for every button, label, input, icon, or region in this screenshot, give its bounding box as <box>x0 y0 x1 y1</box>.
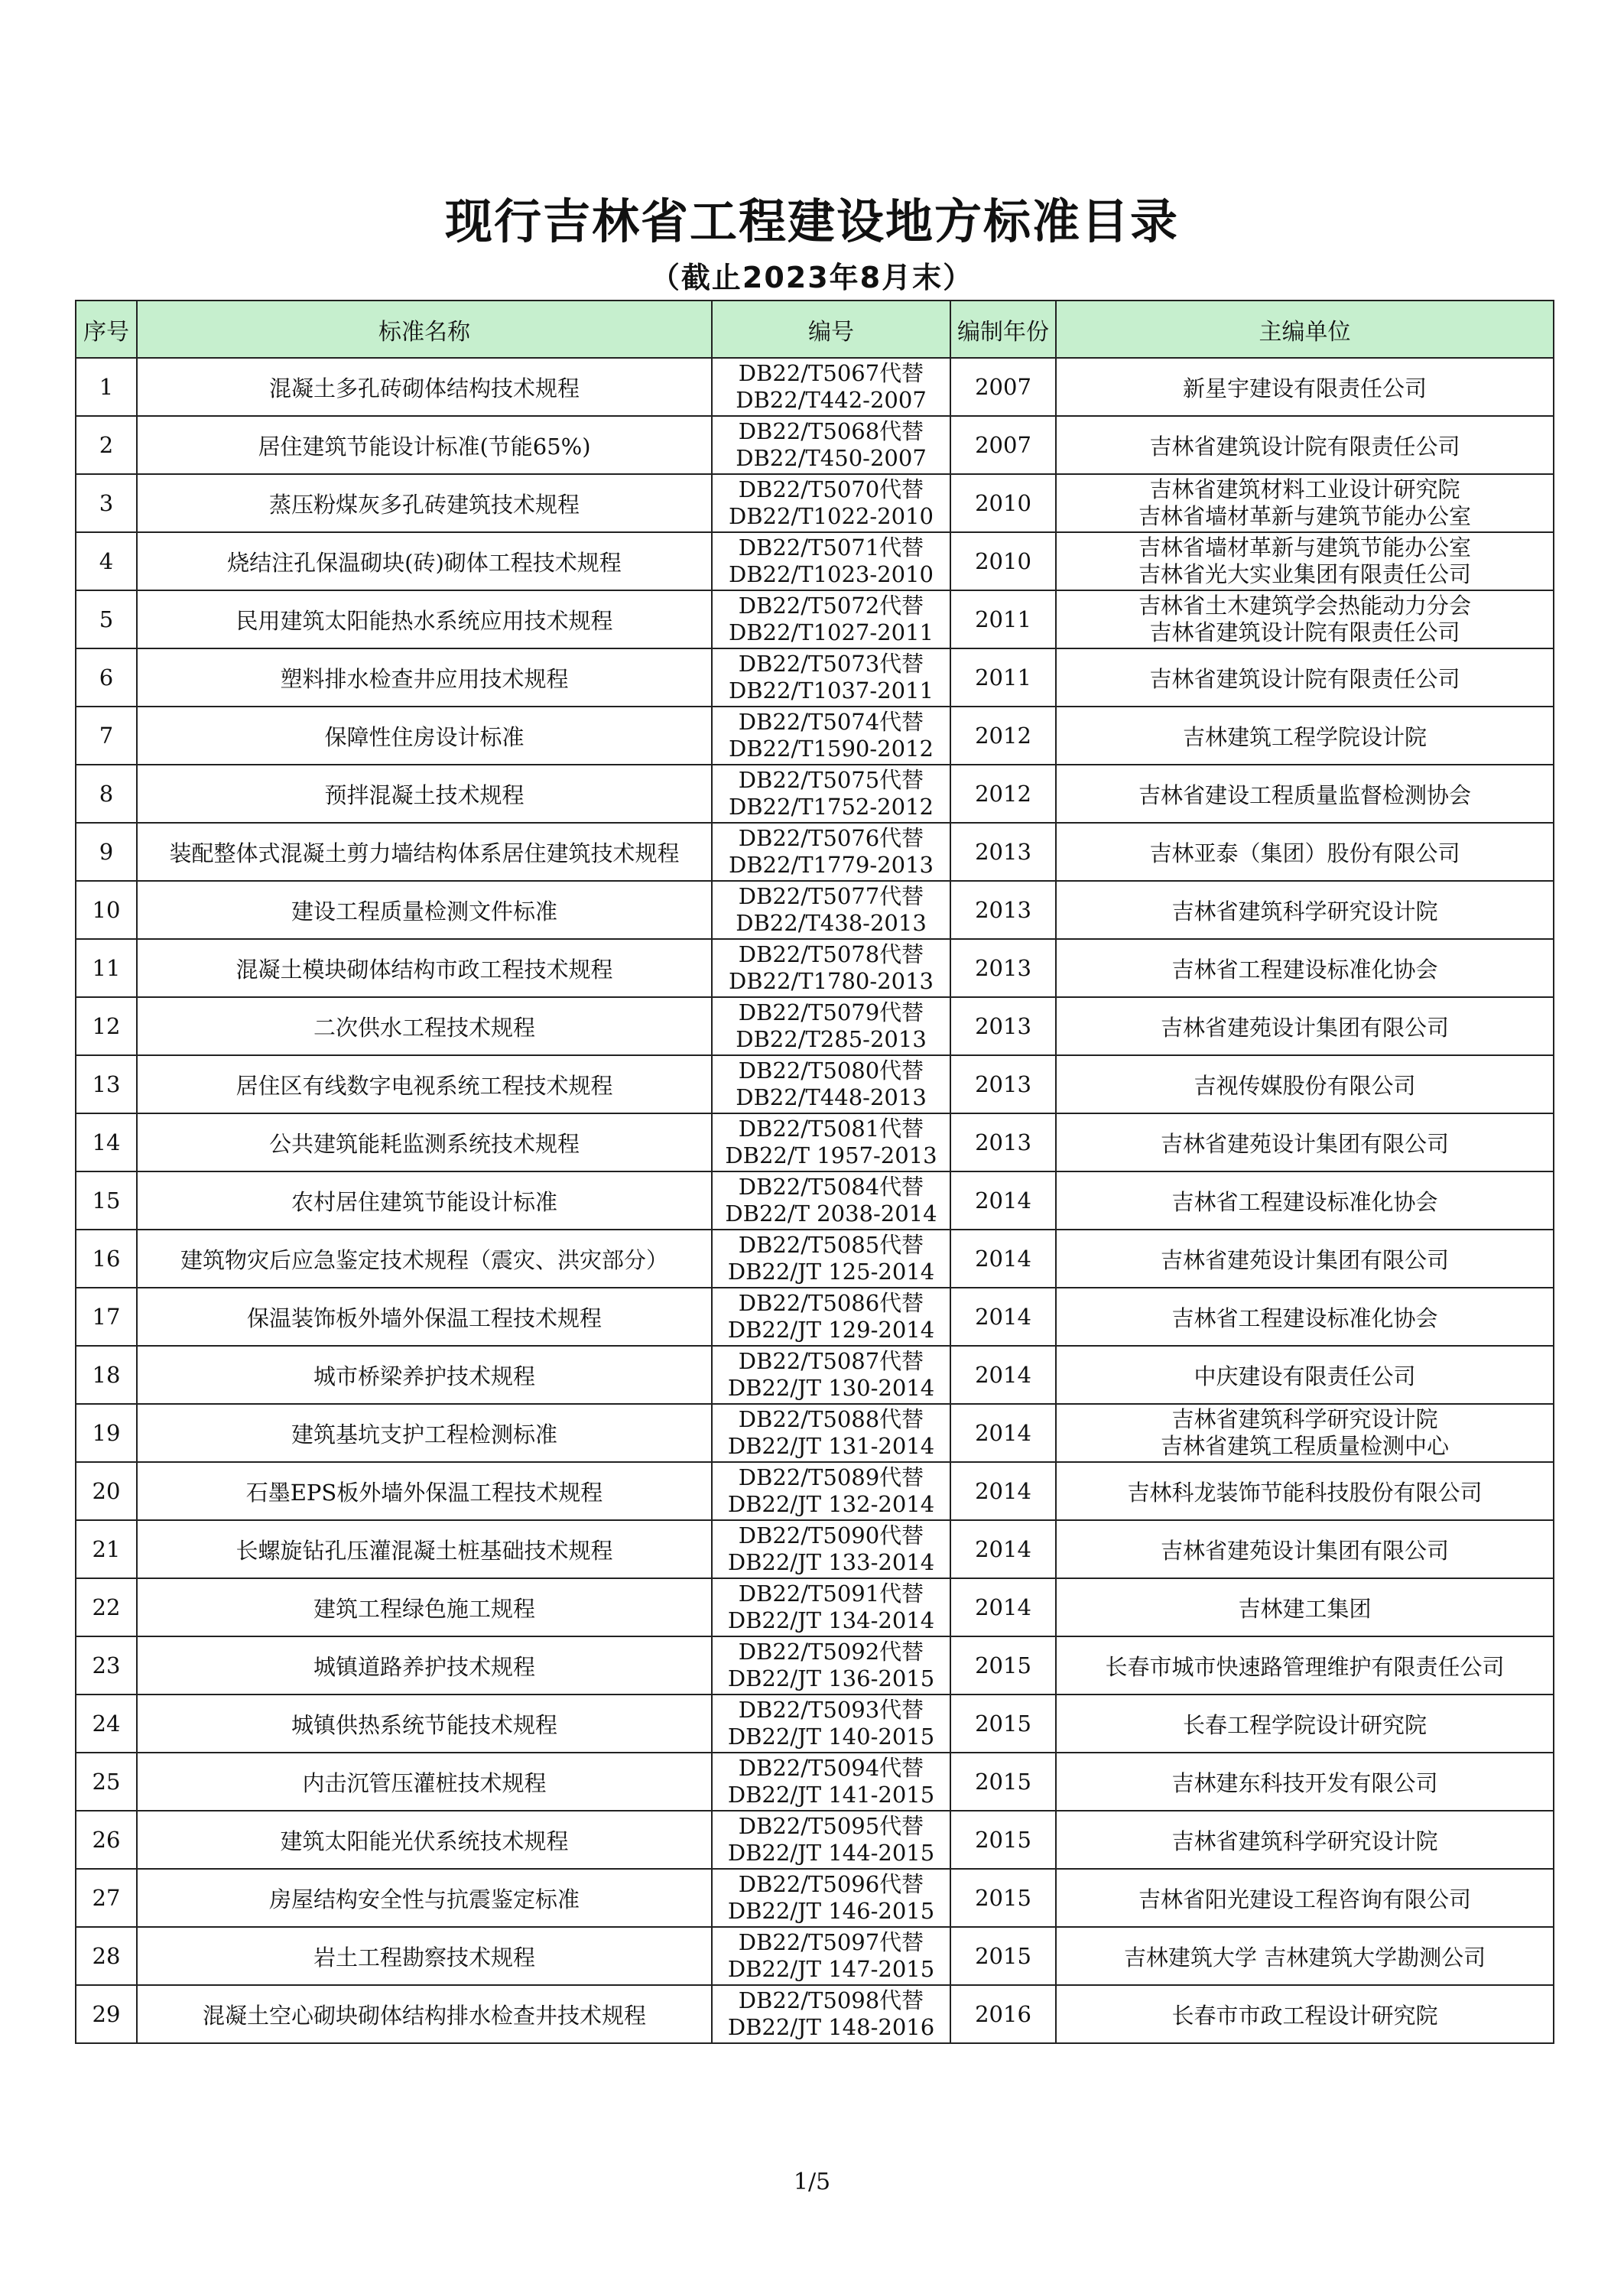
cell-no: 25 <box>76 1753 137 1811</box>
cell-no: 16 <box>76 1230 137 1288</box>
cell-org <box>1056 648 1554 707</box>
code-line: DB22/T5080代替 <box>738 1058 924 1084</box>
cell-name: 居住建筑节能设计标准(节能65%) <box>137 416 712 474</box>
cell-code <box>712 881 950 939</box>
cell-org <box>1056 1753 1554 1811</box>
cell-name: 建筑基坑支护工程检测标准 <box>137 1404 712 1462</box>
cell-year: 2013 <box>950 1055 1056 1113</box>
cell-org <box>1056 1462 1554 1520</box>
standards-table <box>75 300 1554 2044</box>
cell-year: 2014 <box>950 1520 1056 1578</box>
code-line: DB22/T5079代替 <box>738 999 924 1025</box>
table-row <box>76 1695 1554 1753</box>
cell-org <box>1056 1695 1554 1753</box>
cell-org <box>1056 707 1554 765</box>
table-row <box>76 765 1554 823</box>
cell-name: 建筑太阳能光伏系统技术规程 <box>137 1811 712 1869</box>
code-line: DB22/T5096代替 <box>738 1871 924 1897</box>
cell-name: 混凝土空心砌块砌体结构排水检查井技术规程 <box>137 1985 712 2043</box>
cell-no: 27 <box>76 1869 137 1927</box>
table-row <box>76 1985 1554 2043</box>
cell-org <box>1056 1985 1554 2043</box>
cell-code <box>712 1869 950 1927</box>
org-line: 吉林省建苑设计集团有限公司 <box>1160 1130 1449 1157</box>
cell-no: 12 <box>76 997 137 1055</box>
cell-code <box>712 1520 950 1578</box>
org-line: 吉林省建筑工程质量检测中心 <box>1160 1433 1449 1459</box>
org-line: 吉林省工程建设标准化协会 <box>1171 1305 1438 1331</box>
code-line: DB22/T5070代替 <box>738 476 924 502</box>
cell-org <box>1056 1171 1554 1230</box>
page-subtitle: （截止2023年8月末） <box>650 261 974 294</box>
code-line: DB22/T5072代替 <box>738 593 924 619</box>
org-line: 吉林建筑工程学院设计院 <box>1182 723 1427 750</box>
org-line: 吉林省光大实业集团有限责任公司 <box>1138 561 1471 587</box>
cell-year: 2014 <box>950 1346 1056 1404</box>
cell-name: 预拌混凝土技术规程 <box>137 765 712 823</box>
cell-code <box>712 358 950 416</box>
replaced-code-line: DB22/JT 148-2016 <box>727 2014 935 2040</box>
cell-no: 3 <box>76 474 137 532</box>
table-row <box>76 1520 1554 1578</box>
cell-year: 2014 <box>950 1288 1056 1346</box>
cell-name: 内击沉管压灌桩技术规程 <box>137 1753 712 1811</box>
org-line: 长春市城市快速路管理维护有限责任公司 <box>1105 1653 1505 1680</box>
code-line: DB22/T5095代替 <box>738 1813 924 1839</box>
org-line: 吉林省建筑设计院有限责任公司 <box>1149 433 1460 460</box>
org-line: 吉林省建筑设计院有限责任公司 <box>1149 665 1460 692</box>
cell-code <box>712 939 950 997</box>
cell-code <box>712 997 950 1055</box>
cell-org <box>1056 532 1554 590</box>
code-line: DB22/T5093代替 <box>738 1697 924 1723</box>
table-row <box>76 1055 1554 1113</box>
cell-name: 保温装饰板外墙外保温工程技术规程 <box>137 1288 712 1346</box>
cell-code <box>712 707 950 765</box>
cell-no: 29 <box>76 1985 137 2043</box>
org-line: 新星宇建设有限责任公司 <box>1182 375 1427 401</box>
cell-year: 2010 <box>950 474 1056 532</box>
table-row <box>76 707 1554 765</box>
table-row <box>76 416 1554 474</box>
cell-no: 13 <box>76 1055 137 1113</box>
cell-name: 建设工程质量检测文件标准 <box>137 881 712 939</box>
cell-year: 2007 <box>950 358 1056 416</box>
cell-year: 2013 <box>950 881 1056 939</box>
org-line: 吉林省建苑设计集团有限公司 <box>1160 1246 1449 1273</box>
page-number: 1/5 <box>793 2169 831 2195</box>
cell-org <box>1056 1520 1554 1578</box>
cell-name: 岩土工程勘察技术规程 <box>137 1927 712 1985</box>
cell-code <box>712 823 950 881</box>
replaced-code-line: DB22/T1590-2012 <box>729 736 934 762</box>
code-line: DB22/T5092代替 <box>738 1639 924 1665</box>
cell-name: 烧结注孔保温砌块(砖)砌体工程技术规程 <box>137 532 712 590</box>
code-line: DB22/T5074代替 <box>738 709 924 735</box>
cell-year: 2015 <box>950 1869 1056 1927</box>
cell-no: 7 <box>76 707 137 765</box>
replaced-code-line: DB22/T450-2007 <box>736 445 927 471</box>
org-line: 长春市市政工程设计研究院 <box>1171 2002 1438 2029</box>
org-line: 吉林建工集团 <box>1238 1595 1372 1622</box>
cell-no: 17 <box>76 1288 137 1346</box>
replaced-code-line: DB22/JT 136-2015 <box>727 1665 935 1691</box>
cell-code <box>712 1171 950 1230</box>
org-line: 吉林省阳光建设工程咨询有限公司 <box>1138 1886 1471 1912</box>
cell-year: 2014 <box>950 1230 1056 1288</box>
replaced-code-line: DB22/JT 147-2015 <box>727 1956 935 1982</box>
cell-org <box>1056 1113 1554 1171</box>
cell-code <box>712 1404 950 1462</box>
cell-org <box>1056 1288 1554 1346</box>
table-row <box>76 1811 1554 1869</box>
cell-year: 2015 <box>950 1753 1056 1811</box>
cell-code <box>712 1985 950 2043</box>
cell-no: 14 <box>76 1113 137 1171</box>
column-header-name: 标准名称 <box>137 301 712 358</box>
org-line: 吉林亚泰（集团）股份有限公司 <box>1149 840 1460 866</box>
table-body <box>76 358 1554 2043</box>
cell-org <box>1056 997 1554 1055</box>
column-header-year: 编制年份 <box>950 301 1056 358</box>
column-header-no: 序号 <box>76 301 137 358</box>
cell-code <box>712 1055 950 1113</box>
org-line: 长春工程学院设计研究院 <box>1182 1711 1427 1738</box>
code-line: DB22/T5097代替 <box>738 1929 924 1955</box>
cell-org <box>1056 416 1554 474</box>
replaced-code-line: DB22/JT 125-2014 <box>727 1259 935 1285</box>
cell-name: 房屋结构安全性与抗震鉴定标准 <box>137 1869 712 1927</box>
org-line: 吉视传媒股份有限公司 <box>1194 1072 1416 1099</box>
replaced-code-line: DB22/T 1957-2013 <box>725 1142 937 1168</box>
replaced-code-line: DB22/T1022-2010 <box>729 503 934 529</box>
cell-year: 2014 <box>950 1578 1056 1636</box>
org-line: 吉林省建筑科学研究设计院 <box>1171 1828 1438 1854</box>
table-row <box>76 1869 1554 1927</box>
cell-code <box>712 474 950 532</box>
cell-name: 农村居住建筑节能设计标准 <box>137 1171 712 1230</box>
cell-year: 2015 <box>950 1811 1056 1869</box>
cell-code <box>712 1811 950 1869</box>
cell-no: 26 <box>76 1811 137 1869</box>
cell-org <box>1056 1404 1554 1462</box>
org-line: 中庆建设有限责任公司 <box>1194 1363 1416 1389</box>
code-line: DB22/T5088代替 <box>738 1406 924 1432</box>
table-row <box>76 1346 1554 1404</box>
replaced-code-line: DB22/T1037-2011 <box>729 677 934 703</box>
code-line: DB22/T5073代替 <box>738 651 924 677</box>
cell-year: 2014 <box>950 1171 1056 1230</box>
table-row <box>76 881 1554 939</box>
code-line: DB22/T5094代替 <box>738 1755 924 1781</box>
org-line: 吉林科龙装饰节能科技股份有限公司 <box>1127 1479 1483 1506</box>
code-line: DB22/T5068代替 <box>738 418 924 444</box>
cell-no: 9 <box>76 823 137 881</box>
cell-code <box>712 1230 950 1288</box>
cell-code <box>712 1578 950 1636</box>
replaced-code-line: DB22/T1023-2010 <box>729 561 934 587</box>
replaced-code-line: DB22/JT 129-2014 <box>727 1317 935 1343</box>
replaced-code-line: DB22/T1780-2013 <box>729 968 934 994</box>
cell-code <box>712 1462 950 1520</box>
cell-code <box>712 1346 950 1404</box>
cell-code <box>712 1927 950 1985</box>
cell-name: 保障性住房设计标准 <box>137 707 712 765</box>
cell-org <box>1056 1346 1554 1404</box>
cell-name: 石墨EPS板外墙外保温工程技术规程 <box>137 1462 712 1520</box>
code-line: DB22/T5081代替 <box>738 1116 924 1142</box>
cell-org <box>1056 939 1554 997</box>
cell-no: 2 <box>76 416 137 474</box>
cell-org <box>1056 1927 1554 1985</box>
code-line: DB22/T5098代替 <box>738 1987 924 2013</box>
cell-no: 15 <box>76 1171 137 1230</box>
table-header-row <box>76 301 1554 358</box>
cell-name: 公共建筑能耗监测系统技术规程 <box>137 1113 712 1171</box>
cell-org <box>1056 1869 1554 1927</box>
code-line: DB22/T5086代替 <box>738 1290 924 1316</box>
cell-name: 蒸压粉煤灰多孔砖建筑技术规程 <box>137 474 712 532</box>
cell-name: 建筑工程绿色施工规程 <box>137 1578 712 1636</box>
replaced-code-line: DB22/T 2038-2014 <box>725 1201 937 1227</box>
org-line: 吉林省工程建设标准化协会 <box>1171 1188 1438 1215</box>
table-row <box>76 1113 1554 1171</box>
cell-name: 城镇供热系统节能技术规程 <box>137 1695 712 1753</box>
table-row <box>76 648 1554 707</box>
cell-org <box>1056 474 1554 532</box>
cell-code <box>712 1695 950 1753</box>
cell-code <box>712 416 950 474</box>
code-line: DB22/T5089代替 <box>738 1464 924 1490</box>
cell-year: 2011 <box>950 648 1056 707</box>
org-line: 吉林省墙材革新与建筑节能办公室 <box>1138 535 1471 561</box>
table-row <box>76 1230 1554 1288</box>
table-row <box>76 997 1554 1055</box>
code-line: DB22/T5085代替 <box>738 1232 924 1258</box>
cell-year: 2012 <box>950 765 1056 823</box>
cell-code <box>712 648 950 707</box>
cell-code <box>712 1753 950 1811</box>
replaced-code-line: DB22/JT 134-2014 <box>727 1607 935 1633</box>
page-title: 现行吉林省工程建设地方标准目录 <box>444 193 1179 249</box>
cell-year: 2015 <box>950 1636 1056 1695</box>
cell-name: 民用建筑太阳能热水系统应用技术规程 <box>137 590 712 648</box>
replaced-code-line: DB22/T442-2007 <box>736 387 927 413</box>
table-row <box>76 1462 1554 1520</box>
cell-no: 6 <box>76 648 137 707</box>
cell-org <box>1056 1811 1554 1869</box>
cell-year: 2014 <box>950 1404 1056 1462</box>
cell-no: 8 <box>76 765 137 823</box>
cell-code <box>712 1636 950 1695</box>
org-line: 吉林省墙材革新与建筑节能办公室 <box>1138 503 1471 529</box>
code-line: DB22/T5076代替 <box>738 825 924 851</box>
cell-year: 2012 <box>950 707 1056 765</box>
replaced-code-line: DB22/JT 146-2015 <box>727 1898 935 1924</box>
table-row <box>76 1927 1554 1985</box>
code-line: DB22/T5091代替 <box>738 1581 924 1607</box>
replaced-code-line: DB22/T448-2013 <box>736 1084 927 1110</box>
org-line: 吉林省土木建筑学会热能动力分会 <box>1138 593 1471 619</box>
cell-no: 22 <box>76 1578 137 1636</box>
cell-no: 23 <box>76 1636 137 1695</box>
cell-year: 2010 <box>950 532 1056 590</box>
cell-org <box>1056 1230 1554 1288</box>
cell-code <box>712 765 950 823</box>
replaced-code-line: DB22/JT 131-2014 <box>727 1433 935 1459</box>
column-header-org: 主编单位 <box>1056 301 1554 358</box>
cell-name: 装配整体式混凝土剪力墙结构体系居住建筑技术规程 <box>137 823 712 881</box>
cell-no: 20 <box>76 1462 137 1520</box>
cell-org <box>1056 823 1554 881</box>
replaced-code-line: DB22/JT 130-2014 <box>727 1375 935 1401</box>
table-row <box>76 1171 1554 1230</box>
table-row <box>76 532 1554 590</box>
replaced-code-line: DB22/JT 133-2014 <box>727 1549 935 1575</box>
column-header-code: 编号 <box>712 301 950 358</box>
cell-year: 2013 <box>950 1113 1056 1171</box>
cell-no: 10 <box>76 881 137 939</box>
cell-no: 18 <box>76 1346 137 1404</box>
cell-org <box>1056 1055 1554 1113</box>
cell-year: 2013 <box>950 997 1056 1055</box>
cell-org <box>1056 881 1554 939</box>
cell-name: 城镇道路养护技术规程 <box>137 1636 712 1695</box>
cell-year: 2007 <box>950 416 1056 474</box>
cell-year: 2014 <box>950 1462 1056 1520</box>
org-line: 吉林建筑大学 吉林建筑大学勘测公司 <box>1123 1944 1486 1971</box>
cell-name: 城市桥梁养护技术规程 <box>137 1346 712 1404</box>
cell-org <box>1056 358 1554 416</box>
cell-code <box>712 590 950 648</box>
org-line: 吉林建东科技开发有限公司 <box>1171 1769 1438 1796</box>
replaced-code-line: DB22/JT 132-2014 <box>727 1491 935 1517</box>
cell-no: 28 <box>76 1927 137 1985</box>
org-line: 吉林省建筑设计院有限责任公司 <box>1149 619 1460 645</box>
replaced-code-line: DB22/T1027-2011 <box>729 619 934 645</box>
cell-year: 2016 <box>950 1985 1056 2043</box>
cell-year: 2015 <box>950 1927 1056 1985</box>
table-row <box>76 1578 1554 1636</box>
replaced-code-line: DB22/T438-2013 <box>736 910 927 936</box>
replaced-code-line: DB22/T1779-2013 <box>729 852 934 878</box>
cell-name: 居住区有线数字电视系统工程技术规程 <box>137 1055 712 1113</box>
code-line: DB22/T5071代替 <box>738 535 924 561</box>
cell-code <box>712 532 950 590</box>
cell-name: 建筑物灾后应急鉴定技术规程（震灾、洪灾部分） <box>137 1230 712 1288</box>
org-line: 吉林省建筑科学研究设计院 <box>1171 898 1438 924</box>
table-row <box>76 939 1554 997</box>
org-line: 吉林省建苑设计集团有限公司 <box>1160 1014 1449 1041</box>
org-line: 吉林省建筑科学研究设计院 <box>1171 1406 1438 1432</box>
cell-no: 4 <box>76 532 137 590</box>
code-line: DB22/T5075代替 <box>738 767 924 793</box>
cell-name: 塑料排水检查井应用技术规程 <box>137 648 712 707</box>
org-line: 吉林省建苑设计集团有限公司 <box>1160 1537 1449 1564</box>
table-row <box>76 1288 1554 1346</box>
code-line: DB22/T5084代替 <box>738 1174 924 1200</box>
cell-no: 1 <box>76 358 137 416</box>
cell-no: 21 <box>76 1520 137 1578</box>
table-row <box>76 474 1554 532</box>
cell-name: 长螺旋钻孔压灌混凝土桩基础技术规程 <box>137 1520 712 1578</box>
cell-org <box>1056 590 1554 648</box>
cell-year: 2015 <box>950 1695 1056 1753</box>
cell-year: 2013 <box>950 939 1056 997</box>
table-row <box>76 823 1554 881</box>
cell-name: 混凝土多孔砖砌体结构技术规程 <box>137 358 712 416</box>
table-row <box>76 358 1554 416</box>
cell-year: 2011 <box>950 590 1056 648</box>
cell-org <box>1056 765 1554 823</box>
table-row <box>76 590 1554 648</box>
org-line: 吉林省建设工程质量监督检测协会 <box>1138 781 1471 808</box>
cell-name: 混凝土模块砌体结构市政工程技术规程 <box>137 939 712 997</box>
cell-no: 11 <box>76 939 137 997</box>
cell-code <box>712 1113 950 1171</box>
replaced-code-line: DB22/JT 140-2015 <box>727 1724 935 1750</box>
cell-no: 24 <box>76 1695 137 1753</box>
cell-code <box>712 1288 950 1346</box>
code-line: DB22/T5087代替 <box>738 1348 924 1374</box>
table-row <box>76 1753 1554 1811</box>
code-line: DB22/T5078代替 <box>738 941 924 967</box>
cell-name: 二次供水工程技术规程 <box>137 997 712 1055</box>
replaced-code-line: DB22/JT 144-2015 <box>727 1840 935 1866</box>
replaced-code-line: DB22/JT 141-2015 <box>727 1782 935 1808</box>
code-line: DB22/T5067代替 <box>738 360 924 386</box>
replaced-code-line: DB22/T285-2013 <box>736 1026 927 1052</box>
cell-org <box>1056 1578 1554 1636</box>
org-line: 吉林省建筑材料工业设计研究院 <box>1149 476 1460 502</box>
table-row <box>76 1636 1554 1695</box>
cell-year: 2013 <box>950 823 1056 881</box>
replaced-code-line: DB22/T1752-2012 <box>729 794 934 820</box>
cell-org <box>1056 1636 1554 1695</box>
table-row <box>76 1404 1554 1462</box>
cell-no: 19 <box>76 1404 137 1462</box>
code-line: DB22/T5077代替 <box>738 883 924 909</box>
code-line: DB22/T5090代替 <box>738 1522 924 1548</box>
cell-no: 5 <box>76 590 137 648</box>
org-line: 吉林省工程建设标准化协会 <box>1171 956 1438 983</box>
